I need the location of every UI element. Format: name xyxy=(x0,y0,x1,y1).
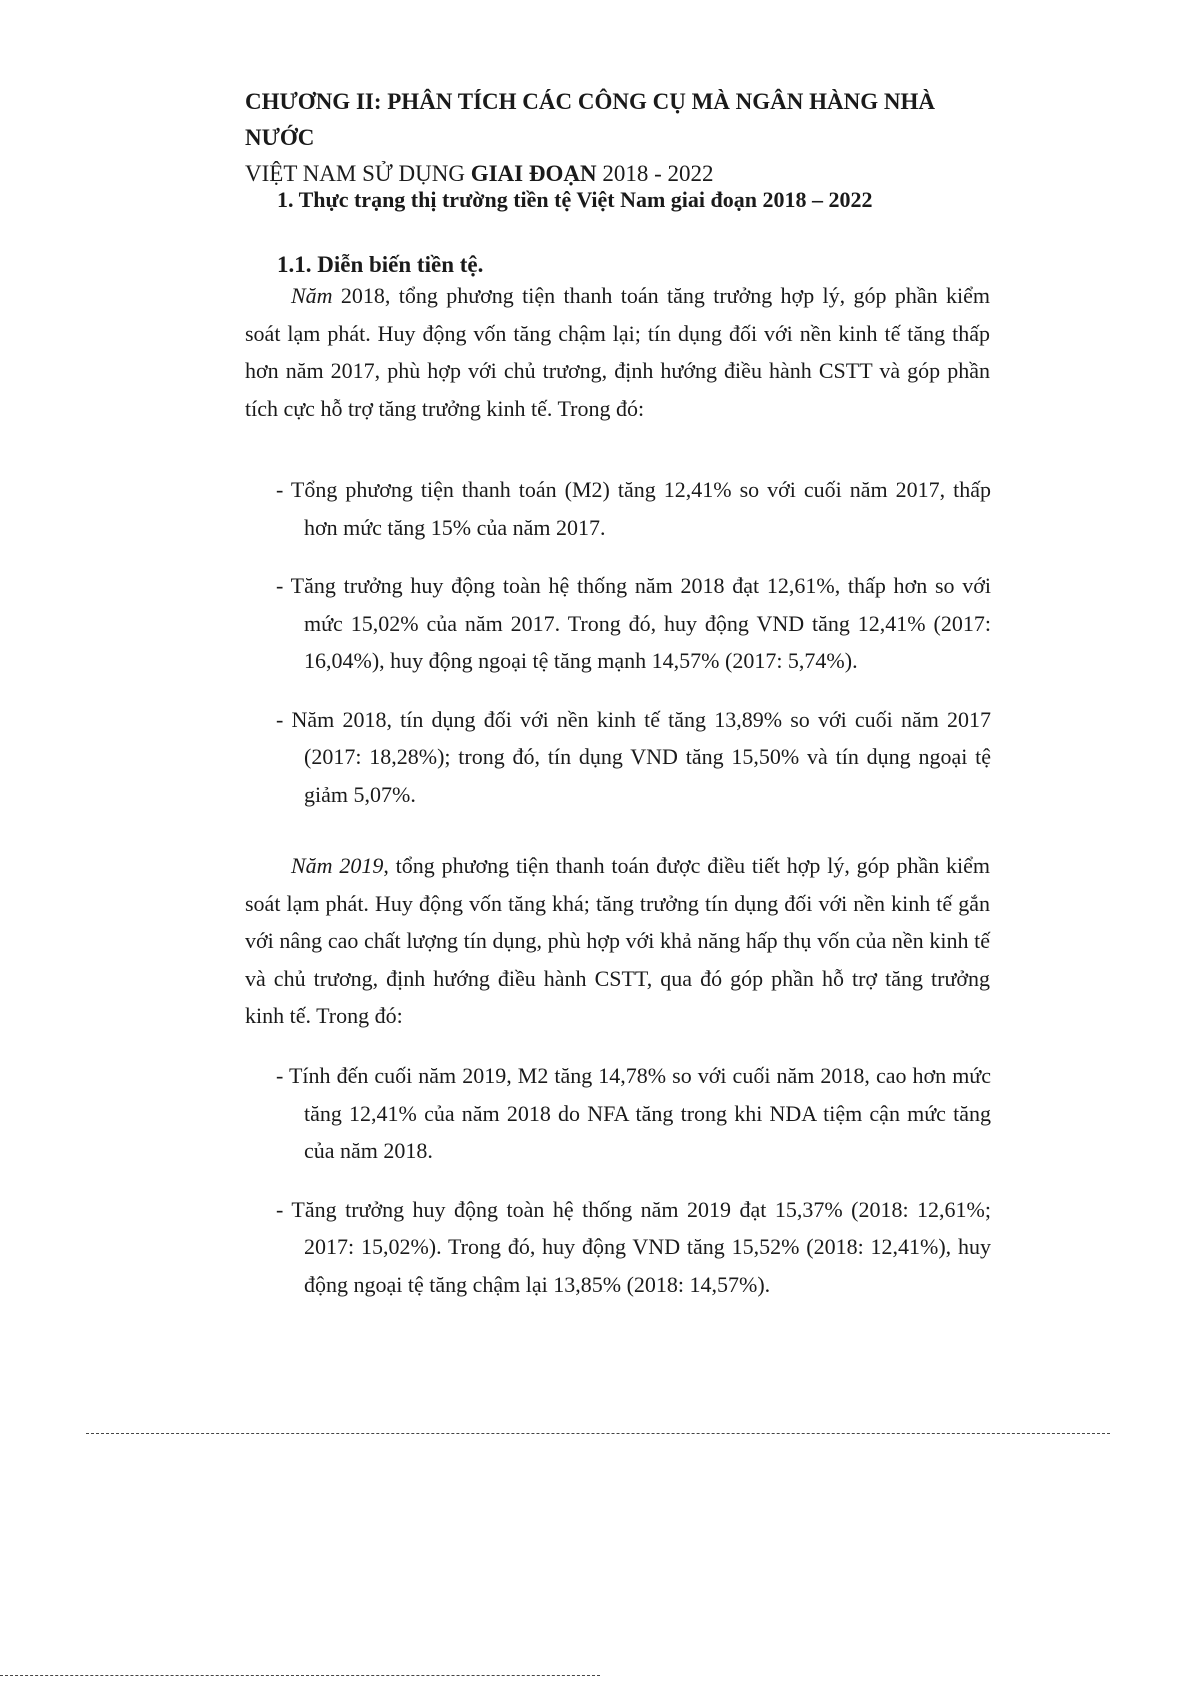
list-item: - Tăng trưởng huy động toàn hệ thống năm 2019 đạt 15,37% (2018: 12,61%; 2017: 15,02%). Trong đó, huy động VND tăng 15,52% (2018: 12,41%), huy động ngoại tệ tăng chậm lại 13,85% (2018: 14,57%). xyxy=(276,1196,991,1297)
paragraph-2019 xyxy=(245,847,990,1035)
subsection-title: 1.1. Diễn biến tiền tệ. xyxy=(277,252,484,277)
section-title: 1. Thực trạng thị trường tiền tệ Việt Nam giai đoạn 2018 – 2022 xyxy=(277,187,873,212)
page-divider xyxy=(86,1433,1110,1434)
paragraph-2018 xyxy=(245,277,990,427)
paragraph-2018-lead: Năm xyxy=(291,283,333,308)
list-item: - Năm 2018, tín dụng đối với nền kinh tế tăng 13,89% so với cuối năm 2017 (2017: 18,28%); trong đó, tín dụng VND tăng 15,50% và tín dụng ngoại tệ giảm 5,07%. xyxy=(276,706,991,807)
list-item: - Tính đến cuối năm 2019, M2 tăng 14,78% so với cuối năm 2018, cao hơn mức tăng 12,41% của năm 2018 do NFA tăng trong khi NDA tiệm cận mức tăng của năm 2018. xyxy=(276,1063,991,1163)
chapter-title xyxy=(245,84,1005,192)
bullet-list-2019 xyxy=(276,1057,991,1324)
chapter-title-line2 xyxy=(245,161,714,186)
footer-divider xyxy=(0,1675,600,1676)
paragraph-2018-text: 2018, tổng phương tiện thanh toán tăng trưởng hợp lý, góp phần kiểm soát lạm phát. Huy động vốn tăng chậm lại; tín dụng đối với nền kinh tế tăng thấp hơn năm 2017, phù hợp với chủ trương, định hướng điều hành CSTT và góp phần tích cực hỗ trợ tăng trưởng kinh tế. Trong đó: xyxy=(245,283,990,421)
list-item: - Tăng trưởng huy động toàn hệ thống năm 2018 đạt 12,61%, thấp hơn so với mức 15,02% của năm 2017. Trong đó, huy động VND tăng 12,41% (2017: 16,04%), huy động ngoại tệ tăng mạnh 14,57% (2017: 5,74%). xyxy=(276,573,991,673)
chapter-title-line2-a: VIỆT NAM SỬ DỤNG xyxy=(245,161,471,186)
chapter-title-line2-b: GIAI ĐOẠN xyxy=(470,161,597,186)
paragraph-2019-lead: Năm 2019 xyxy=(291,853,384,878)
chapter-title-line1: CHƯƠNG II: PHÂN TÍCH CÁC CÔNG CỤ MÀ NGÂN HÀNG NHÀ NƯỚC xyxy=(245,89,935,150)
bullet-list-2018 xyxy=(276,471,991,834)
paragraph-2019-text: , tổng phương tiện thanh toán được điều tiết hợp lý, góp phần kiểm soát lạm phát. Huy động vốn tăng khá; tăng trưởng tín dụng đối với nền kinh tế gắn với nâng cao chất lượng tín dụng, phù hợp với khả năng hấp thụ vốn của nền kinh tế và chủ trương, định hướng điều hành CSTT, qua đó góp phần hỗ trợ tăng trưởng kinh tế. Trong đó: xyxy=(245,853,991,1028)
list-item: - Tổng phương tiện thanh toán (M2) tăng 12,41% so với cuối năm 2017, thấp hơn mức tăng 15% của năm 2017. xyxy=(276,477,991,540)
chapter-title-line2-c: 2018 - 2022 xyxy=(596,161,714,186)
